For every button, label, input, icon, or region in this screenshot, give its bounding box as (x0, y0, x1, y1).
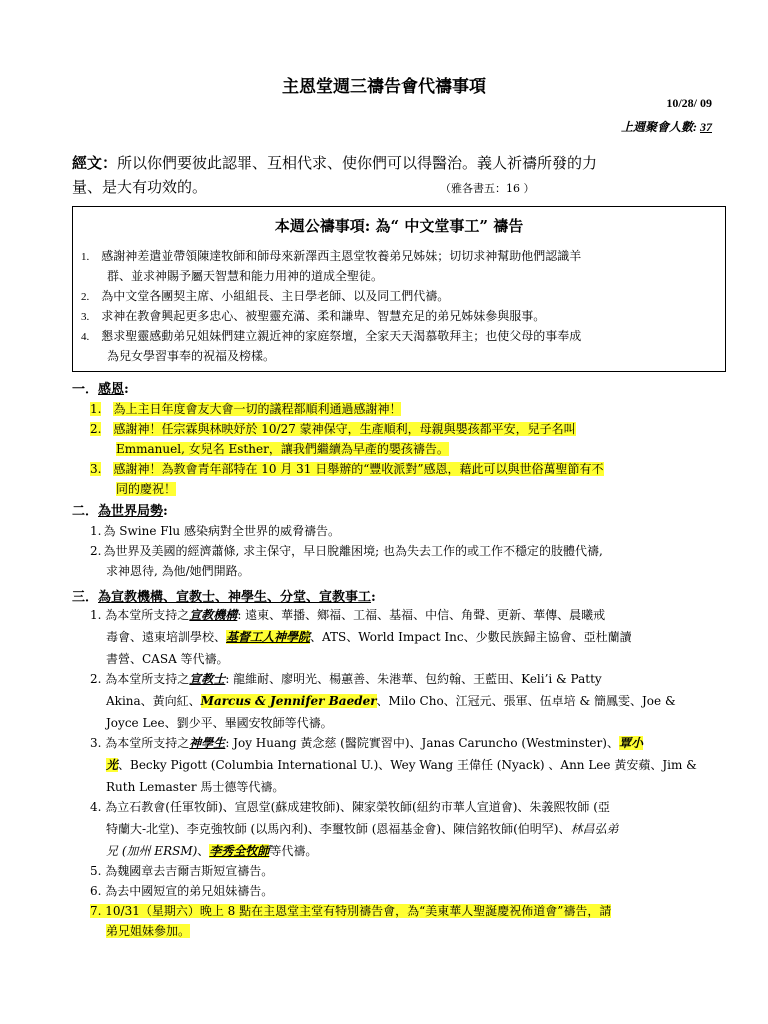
thanks-item-1-line-1 (90, 400, 401, 417)
section-heading-thanks: 一．感恩: (72, 382, 129, 397)
pastor-highlight: 李秀全牧師 (209, 844, 270, 858)
thanks-item-2-line-2 (116, 440, 449, 457)
public-prayer-item-1-line-2 (107, 267, 383, 284)
world-item-2-line-1 (90, 542, 603, 559)
missions-item-4-line-3: 兄 (加州 ERSM)、李秀全牧師等代禱。 (106, 844, 318, 858)
public-prayer-item-text: 為兒女學習事奉的祝福及榜樣。 (107, 349, 276, 363)
thanks-item-text: 感謝神！任宗霖與林映妤於 10/27 蒙神保守，生產順利，母親與嬰孩都平安，兒子名叫 (113, 422, 576, 436)
attendance-label: 上週聚會人數: (621, 120, 697, 134)
missions-item-7-line-2: 弟兄姐妹參加。 (106, 924, 191, 938)
thanks-item-text: Emmanuel, 女兒名 Esther，讓我們繼續為早產的嬰孩禱告。 (116, 442, 449, 456)
attendance-value: 37 (700, 120, 712, 134)
missions-org-label: 宣教機構 (189, 608, 238, 622)
missions-item-3-line-2: 光、Becky Pigott (Columbia International U.)、Wey Wang 王偉任 (Nyack) 、Ann Lee 黃安蘋、Jim & (106, 758, 697, 772)
missions-item-3-line-3: Ruth Lemaster 馬士德等代禱。 (106, 780, 285, 794)
public-prayer-item-4-line-1 (81, 327, 581, 344)
world-item-text: 求神恩待, 為他/她們開路。 (106, 564, 250, 578)
world-item-text: 為 Swine Flu 感染病對全世界的威脅禱告。 (103, 524, 340, 538)
special-meeting-highlight: 10/31（星期六）晚上 8 點在主恩堂主堂有特別禱告會，為“美東華人聖誕慶祝佈道會”禱告，請 (105, 904, 612, 918)
missions-item-2-line-2: Akina、黃向紅、Marcus & Jennifer Baeder、Milo Cho、江冠元、張軍、伍卓培 & 簡鳳雯、Joe & (106, 694, 676, 708)
missions-item-2-line-3: Joyce Lee、劉少平、畢國安牧師等代禱。 (106, 716, 333, 730)
missionary-highlight: Marcus & Jennifer Baeder (200, 694, 377, 708)
public-prayer-item-text: 求神在教會興起更多忠心、被聖靈充滿、柔和謙卑、智慧充足的弟兄姊妹參與服事。 (101, 309, 546, 323)
public-prayer-item-number: 4. (81, 331, 90, 343)
thanks-item-number: 1. (90, 402, 102, 416)
scripture-line-1 (72, 152, 597, 173)
world-item-2-line-2 (106, 562, 250, 579)
public-prayer-item-number: 2. (81, 291, 90, 303)
section-heading-world: 二．為世界局勢: (72, 504, 168, 519)
thanks-item-number: 2. (90, 422, 102, 436)
world-item-text: 為世界及美國的經濟蕭條, 求主保守，早日脫離困境; 也為失去工作的或工作不穩定的肢體代禱, (103, 544, 603, 558)
world-item-1-line-1 (90, 522, 340, 539)
scripture-text-1: 所以你們要彼此認罪、互相代求、使你們可以得醫治。義人祈禱所發的力 (117, 154, 598, 172)
attendance-line (621, 118, 712, 135)
scripture-reference: （雅各書五：16 ） (440, 182, 535, 195)
public-prayer-item-text: 為中文堂各團契主席、小組組長、主日學老師、以及同工們代禱。 (101, 289, 450, 303)
student-highlight-a: 覃小 (618, 736, 643, 750)
bulletin-date: 10/28/ 09 (666, 96, 712, 110)
scripture-line-2: 量、是大有功效的。 (72, 178, 208, 196)
student-highlight-b: 光 (106, 758, 119, 772)
public-prayer-item-1-line-1 (81, 247, 581, 264)
public-prayer-item-4-line-2 (107, 347, 275, 364)
thanks-item-text: 感謝神！為教會青年部特在 10 月 31 日舉辦的“豐收派對”感恩，藉此可以與世俗萬聖節有不 (113, 462, 604, 476)
public-prayer-item-text: 感謝神差遣並帶領陳達牧師和師母來新澤西主恩堂牧養弟兄姊妹；切切求神幫助他們認識羊 (101, 249, 582, 263)
missions-item-3-line-1: 3. 為本堂所支持之神學生: Joy Huang 黃念慈 (醫院實習中)、Janas Caruncho (Westminster)、覃小 (90, 736, 643, 750)
world-item-number: 2. (90, 544, 102, 558)
public-prayer-box (72, 206, 726, 372)
missions-item-1-line-3: 書營、CASA 等代禱。 (106, 652, 229, 666)
missions-item-6: 6. 為去中國短宣的弟兄姐妹禱告。 (90, 884, 274, 898)
thanks-item-text: 為上主日年度會友大會一切的議程都順利通過感謝神！ (113, 402, 402, 416)
section-heading-missions: 三．為宣教機構、宣教士、神學生、分堂、宣教事工: (72, 590, 376, 605)
thanks-item-2-line-1 (90, 420, 576, 437)
public-prayer-item-text: 群、並求神賜予屬天智慧和能力用神的道成全聖徒。 (107, 269, 384, 283)
document-title: 主恩堂週三禱告會代禱事項 (282, 77, 486, 97)
missions-item-1-line-2: 毒會、遠東培訓學校、基督工人神學院、ATS、World Impact Inc、少數民族歸主協會、亞杜蘭讀 (106, 630, 632, 644)
missionaries-label: 宣教士 (189, 672, 226, 686)
seminary-students-label: 神學生 (189, 736, 226, 750)
public-prayer-item-text: 懇求聖靈感動弟兄姐妹們建立親近神的家庭祭壇，全家天天渴慕敬拜主；也使父母的事奉成 (101, 329, 582, 343)
missions-item-2-line-1: 2. 為本堂所支持之宣教士: 龍維耐、廖明光、楊蕙善、朱港華、包約翰、王藍田、Keli’i & Patty (90, 672, 602, 686)
missions-item-7-line-1: 7. 10/31（星期六）晚上 8 點在主恩堂主堂有特別禱告會，為“美東華人聖誕慶祝佈道會”禱告，請 (90, 904, 612, 918)
public-prayer-item-3-line-1 (81, 307, 545, 324)
missions-item-4-line-2: 特蘭大-北堂)、李克強牧師 (以馬內利)、李璽牧師 (恩福基金會)、陳信銘牧師(伯明罕)、林昌弘弟 (106, 822, 619, 836)
public-prayer-title: 本週公禱事項: 為“ 中文堂事工” 禱告 (274, 217, 524, 235)
thanks-item-3-line-2 (116, 480, 176, 497)
public-prayer-item-number: 1. (81, 251, 90, 263)
scripture-label: 經文： (72, 154, 118, 172)
thanks-item-3-line-1 (90, 460, 604, 477)
public-prayer-item-number: 3. (81, 311, 90, 323)
missions-item-1-line-1: 1. 為本堂所支持之宣教機構: 遠東、華播、鄉福、工福、基福、中信、角聲、更新、華傳、晨曦戒 (90, 608, 606, 622)
missions-item-5: 5. 為魏國章去吉爾吉斯短宣禱告。 (90, 864, 274, 878)
public-prayer-item-2-line-1 (81, 287, 449, 304)
thanks-item-number: 3. (90, 462, 102, 476)
missions-item-4-line-1: 4. 為立石教會(任軍牧師)、宣恩堂(蘇成建牧師)、陳家榮牧師(紐約市華人宣道會)、朱義熙牧師 (亞 (90, 800, 610, 814)
missions-seminary-highlight: 基督工人神學院 (226, 630, 311, 644)
thanks-item-text: 同的慶祝！ (116, 482, 177, 496)
world-item-number: 1. (90, 524, 102, 538)
